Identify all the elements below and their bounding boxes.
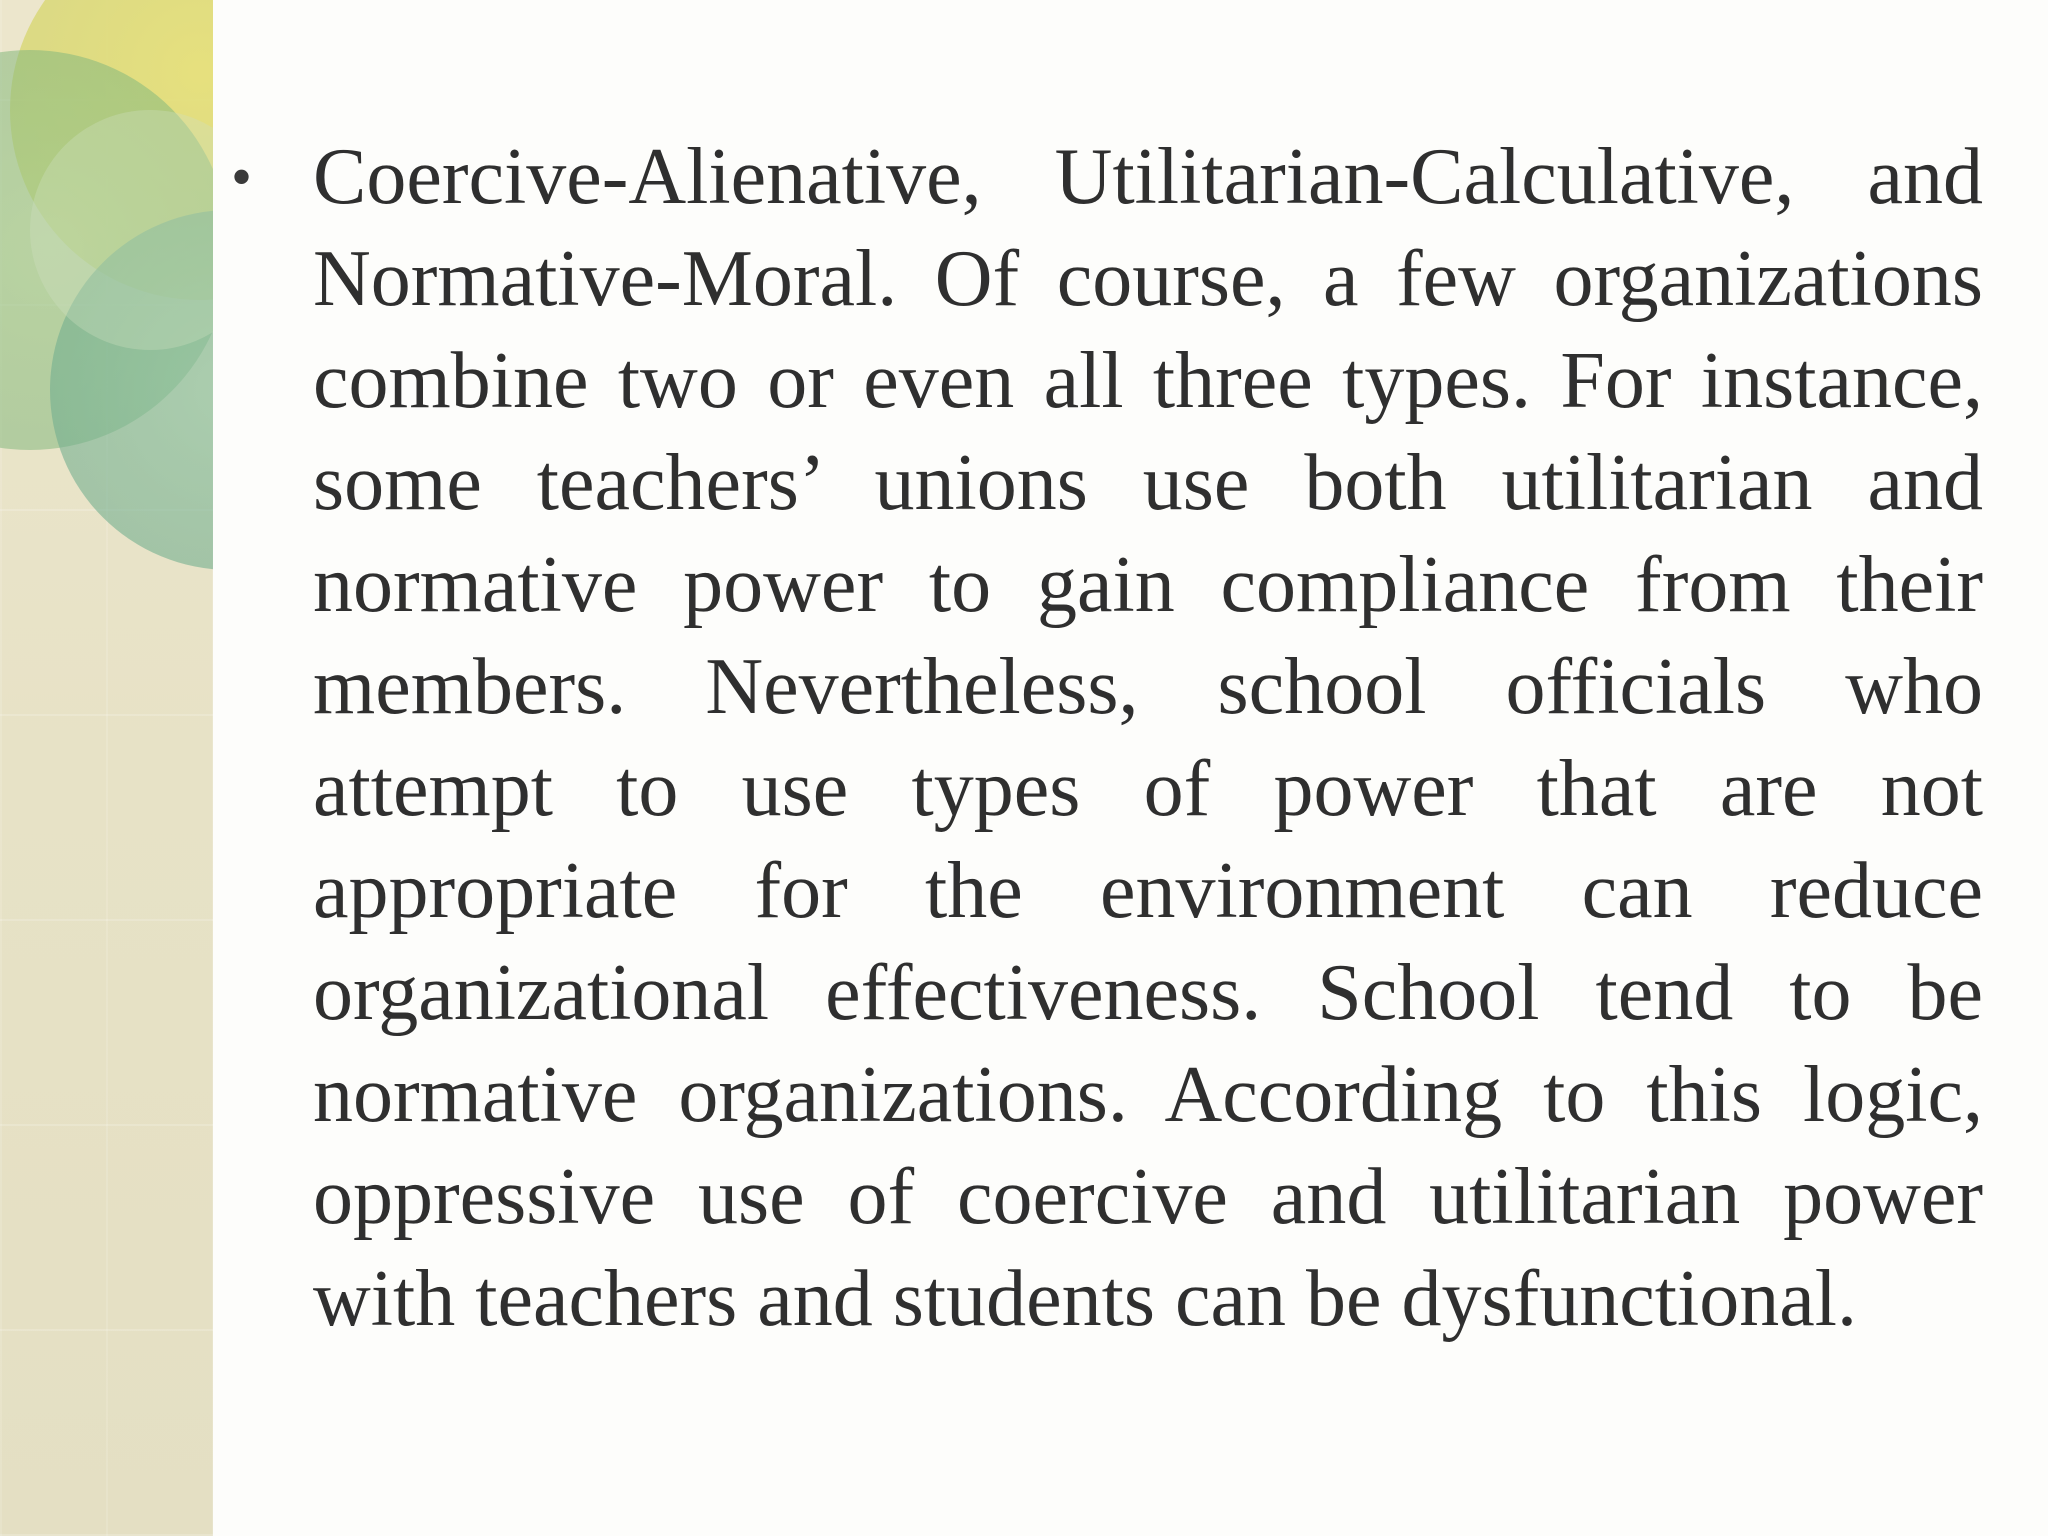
slide-content <box>213 0 2048 1536</box>
left-decorative-band <box>0 0 213 1536</box>
bullet-marker: • <box>231 144 253 210</box>
decorative-circles-graphic <box>0 0 213 700</box>
bullet-paragraph: Coercive-Alienative, Utilitarian-Calculative, and Normative-Moral. Of course, a few organizations combine two or even all three types. For instance, some teachers’ unions use both utilitarian and normative power to gain compliance from their members. Nevertheless, school officials who attempt to use types of power that are not appropriate for the environment can reduce organizational effectiveness. School tend to be normative organizations. According to this logic, oppressive use of coercive and utilitarian power with teachers and students can be dysfunctional. <box>313 133 1983 1343</box>
bullet-item <box>223 126 1983 1350</box>
